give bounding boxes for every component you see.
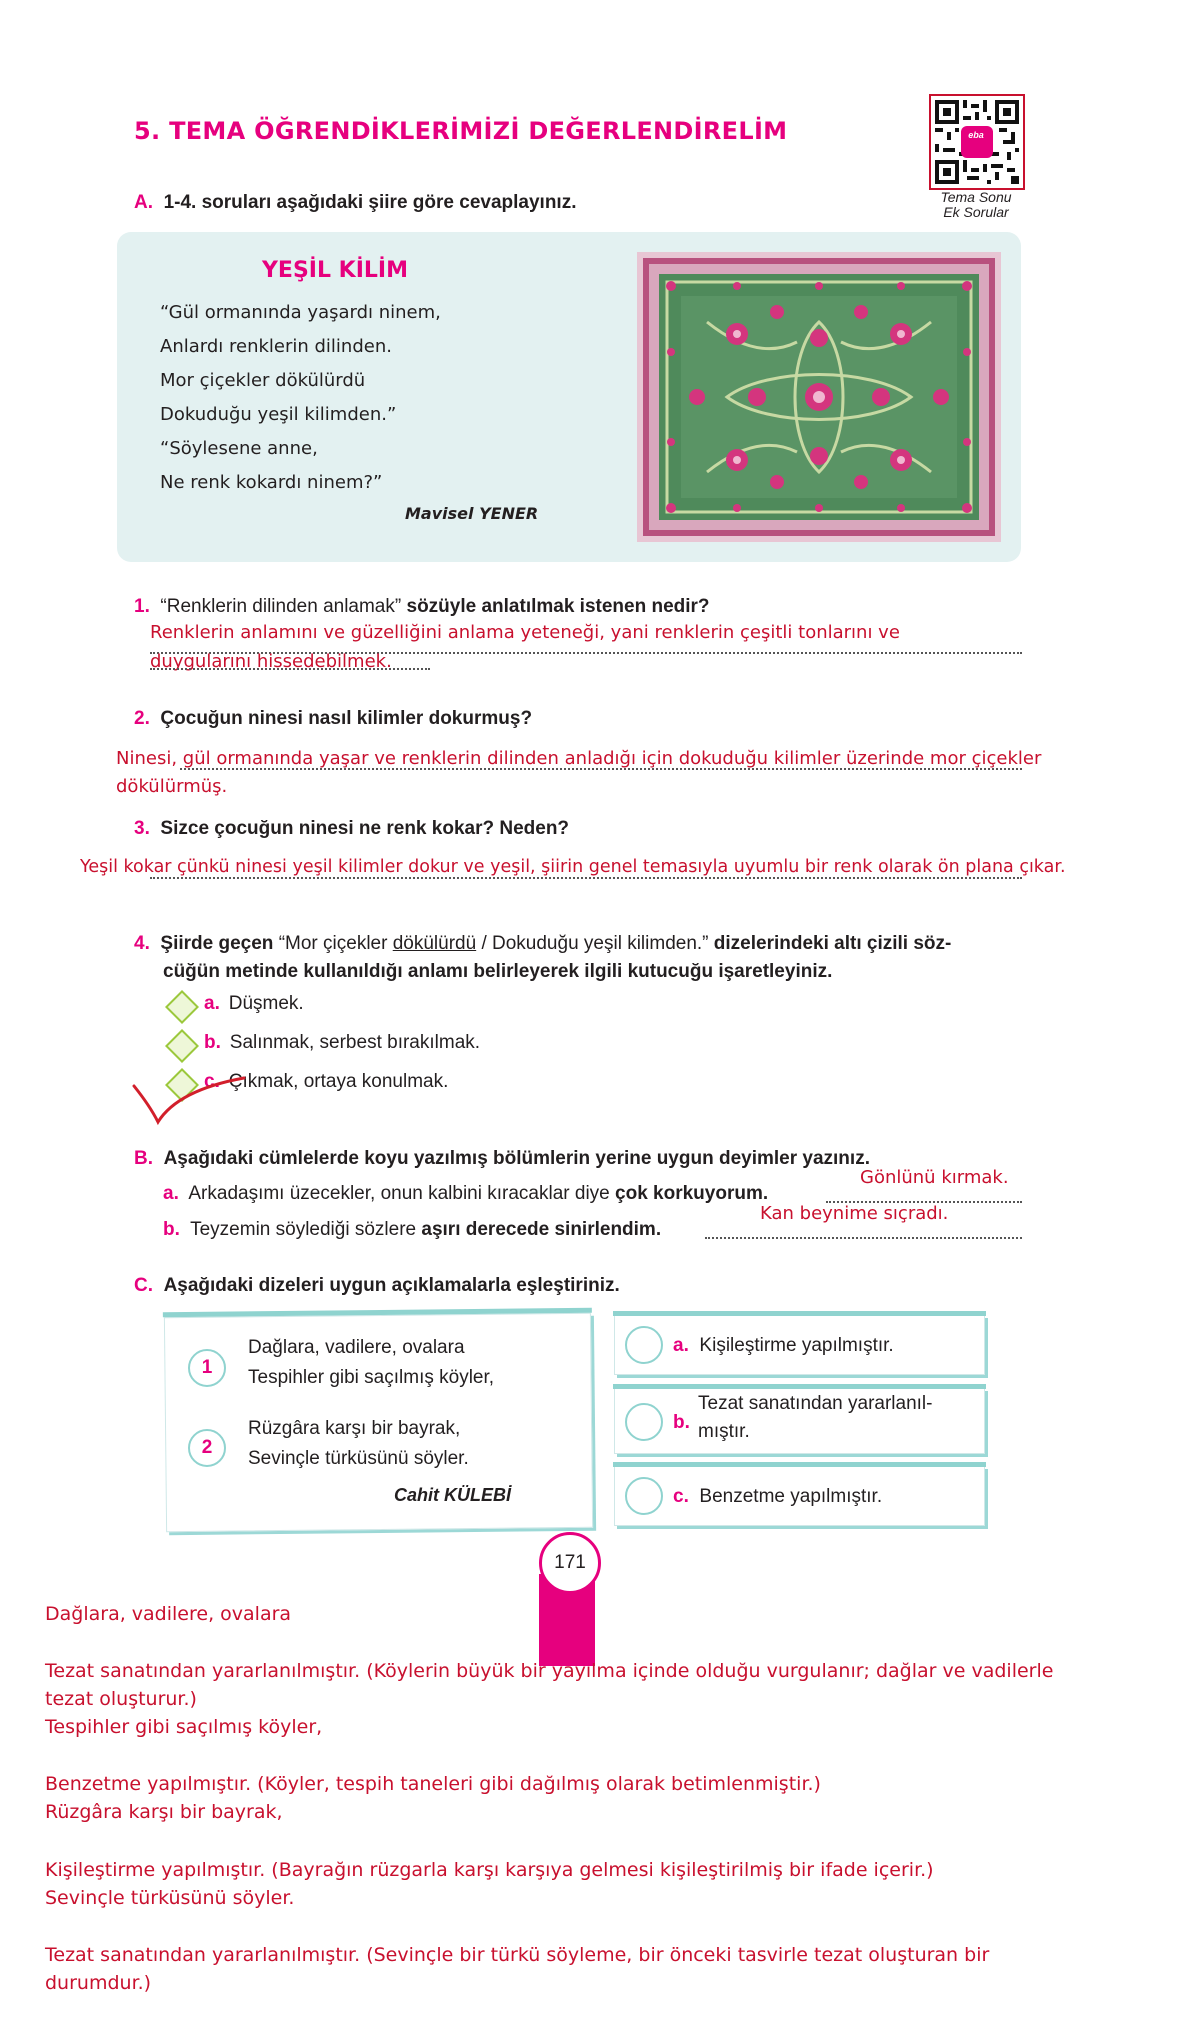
match-letter: a.	[673, 1335, 689, 1356]
question-number: 2.	[134, 708, 150, 729]
item-bold-text: aşırı derecede sinirlendim.	[421, 1219, 662, 1240]
section-b-instruction	[134, 1148, 870, 1170]
option-text: Çıkmak, ortaya konulmak.	[228, 1071, 449, 1092]
option-text: Düşmek.	[228, 993, 304, 1014]
answer-2-line2: dökülürmüş.	[116, 776, 228, 797]
option-b[interactable]	[204, 1032, 480, 1054]
green-carpet-illustration	[637, 252, 1001, 542]
poem-line: “Söylesene anne,	[160, 438, 318, 459]
option-text: Salınmak, serbest bırakılmak.	[229, 1032, 481, 1053]
match-text-b-line1: Tezat sanatından yararlanıl-	[698, 1393, 933, 1414]
bottom-answer-line: Tezat sanatından yararlanılmıştır. (Sevinçle bir türkü söyleme, bir önceki tasvirle tezat oluşturan bir	[45, 1944, 990, 1966]
option-letter: c.	[204, 1071, 220, 1092]
option-letter: a.	[204, 993, 220, 1014]
question-4-underlined-word: dökülürdü	[392, 933, 477, 954]
poem-line: Mor çiçekler dökülürdü	[160, 370, 366, 391]
question-number: 3.	[134, 818, 150, 839]
match-option-c	[673, 1486, 882, 1508]
question-2	[134, 708, 532, 730]
bottom-answer-line: Kişileştirme yapılmıştır. (Bayrağın rüzgarla karşı karşıya gelmesi kişileştirilmiş bir ifade içerir.)	[45, 1859, 934, 1881]
answer-line-dots	[150, 668, 430, 670]
eba-badge: eba	[968, 130, 984, 140]
poem-line: Anlardı renklerin dilinden.	[160, 336, 392, 357]
poem-title: YEŞİL KİLİM	[262, 258, 408, 283]
qr-caption-line1: Tema Sonu	[940, 189, 1012, 205]
match-circle-a[interactable]	[625, 1326, 663, 1364]
bottom-answer-line: Benzetme yapılmıştır. (Köyler, tespih taneleri gibi dağılmış olarak betimlenmiştir.)	[45, 1773, 821, 1795]
question-number: 1.	[134, 596, 150, 617]
answer-line-dots	[705, 1237, 1022, 1239]
section-b-letter: B.	[134, 1148, 153, 1169]
section-b-item-a	[163, 1183, 768, 1205]
bottom-answer-line: Tespihler gibi saçılmış köyler,	[45, 1716, 323, 1738]
answer-1-line2: duygularını hissedebilmek.	[150, 651, 392, 672]
question-1	[134, 596, 710, 618]
poem-author: Mavisel YENER	[405, 504, 539, 523]
section-a-instruction	[134, 192, 576, 214]
match-text-b-line2: mıştır.	[698, 1421, 750, 1442]
section-a-text: 1-4. soruları aşağıdaki şiire göre cevaplayınız.	[163, 192, 577, 213]
match-circle-c[interactable]	[625, 1477, 663, 1515]
section-a-letter: A.	[134, 192, 153, 213]
match-letter: c.	[673, 1486, 689, 1507]
bottom-answer-line: Dağlara, vadilere, ovalara	[45, 1603, 292, 1625]
qr-code-icon	[931, 96, 1023, 188]
item-text: Arkadaşımı üzecekler, onun kalbini kıracaklar diye	[188, 1183, 610, 1204]
qr-code[interactable]	[929, 94, 1025, 190]
verse-2-line1: Rüzgâra karşı bir bayrak,	[248, 1418, 461, 1439]
qr-caption	[916, 190, 1036, 220]
verses-author: Cahit KÜLEBİ	[394, 1485, 511, 1505]
answer-1-line1: Renklerin anlamını ve güzelliğini anlama yeteneği, yani renklerin çeşitli tonlarını ve	[150, 622, 900, 643]
section-b-item-b	[163, 1219, 661, 1241]
question-number: 4.	[134, 933, 150, 954]
item-text: Teyzemin söylediği sözlere	[190, 1219, 417, 1240]
option-letter: b.	[204, 1032, 221, 1053]
option-a-checkbox[interactable]	[165, 990, 199, 1024]
section-c-text: Aşağıdaki dizeleri uygun açıklamalarla eşleştiriniz.	[163, 1275, 620, 1296]
bottom-answer-line: Tezat sanatından yararlanılmıştır. (Köylerin büyük bir yayılma içinde olduğu vurgulanır; dağlar ve vadilerle	[45, 1660, 1054, 1682]
page-number: 171	[539, 1532, 601, 1594]
match-text: Kişileştirme yapılmıştır.	[699, 1335, 894, 1356]
question-4-bold2: dizelerindeki altı çizili söz-	[713, 933, 952, 954]
poem-line: “Gül ormanında yaşardı ninem,	[160, 302, 441, 323]
page-title: 5. TEMA ÖĞRENDİKLERİMİZİ DEĞERLENDİRELİM	[134, 117, 788, 145]
question-4-quote1: “Mor çiçekler	[278, 933, 388, 954]
verse-1-line1: Dağlara, vadilere, ovalara	[248, 1337, 465, 1358]
option-b-checkbox[interactable]	[165, 1029, 199, 1063]
poem-line: Dokuduğu yeşil kilimden.”	[160, 404, 397, 425]
question-4-line2: cüğün metinde kullanıldığı anlamı belirleyerek ilgili kutucuğu işaretleyiniz.	[163, 961, 833, 982]
match-letter: b.	[673, 1412, 690, 1433]
match-text: Benzetme yapılmıştır.	[699, 1486, 883, 1507]
section-c-letter: C.	[134, 1275, 153, 1296]
answer-3: Yeşil kokar çünkü ninesi yeşil kilimler dokur ve yeşil, şiirin genel temasıyla uyumlu bir renk olarak ön plana çıkar.	[80, 857, 1066, 877]
section-b-answer-a[interactable]: Gönlünü kırmak.	[860, 1167, 1009, 1188]
option-a[interactable]	[204, 993, 304, 1015]
match-circle-b[interactable]	[625, 1403, 663, 1441]
bottom-answer-line: Sevinçle türküsünü söyler.	[45, 1887, 295, 1909]
answer-2-line1: Ninesi, gül ormanında yaşar ve renklerin dilinden anladığı için dokuduğu kilimler üzerinde mor çiçekler	[116, 748, 1042, 769]
match-option-a	[673, 1335, 894, 1357]
qr-caption-line2: Ek Sorular	[943, 204, 1009, 220]
verse-2-line2: Sevinçle türküsünü söyler.	[248, 1448, 469, 1469]
bottom-answer-line: Rüzgâra karşı bir bayrak,	[45, 1801, 283, 1823]
bottom-answer-line: durumdur.)	[45, 1972, 152, 1994]
verse-1-line2: Tespihler gibi saçılmış köyler,	[248, 1367, 495, 1388]
bottom-answer-line: tezat oluşturur.)	[45, 1688, 197, 1710]
question-3	[134, 818, 569, 840]
item-bold-text: çok korkuyorum.	[615, 1183, 769, 1204]
poem-line: Ne renk kokardı ninem?”	[160, 472, 383, 493]
question-4-line1	[134, 933, 951, 955]
question-1-text: sözüyle anlatılmak istenen nedir?	[406, 596, 710, 617]
question-1-quote: “Renklerin dilinden anlamak”	[160, 596, 402, 617]
match-number-1[interactable]: 1	[188, 1349, 226, 1387]
item-letter: b.	[163, 1219, 180, 1240]
question-4-bold1: Şiirde geçen	[160, 933, 274, 954]
section-b-answer-b[interactable]: Kan beynime sıçradı.	[760, 1203, 949, 1224]
question-2-text: Çocuğun ninesi nasıl kilimler dokurmuş?	[160, 708, 533, 729]
answer-line-dots	[150, 877, 1022, 879]
checkmark-icon	[128, 1070, 248, 1130]
section-c-instruction	[134, 1275, 620, 1297]
question-4-quote2: / Dokuduğu yeşil kilimden.”	[481, 933, 709, 954]
section-b-text: Aşağıdaki cümlelerde koyu yazılmış bölümlerin yerine uygun deyimler yazınız.	[163, 1148, 870, 1169]
item-letter: a.	[163, 1183, 179, 1204]
question-3-text: Sizce çocuğun ninesi ne renk kokar? Neden?	[160, 818, 570, 839]
match-number-2[interactable]: 2	[188, 1429, 226, 1467]
